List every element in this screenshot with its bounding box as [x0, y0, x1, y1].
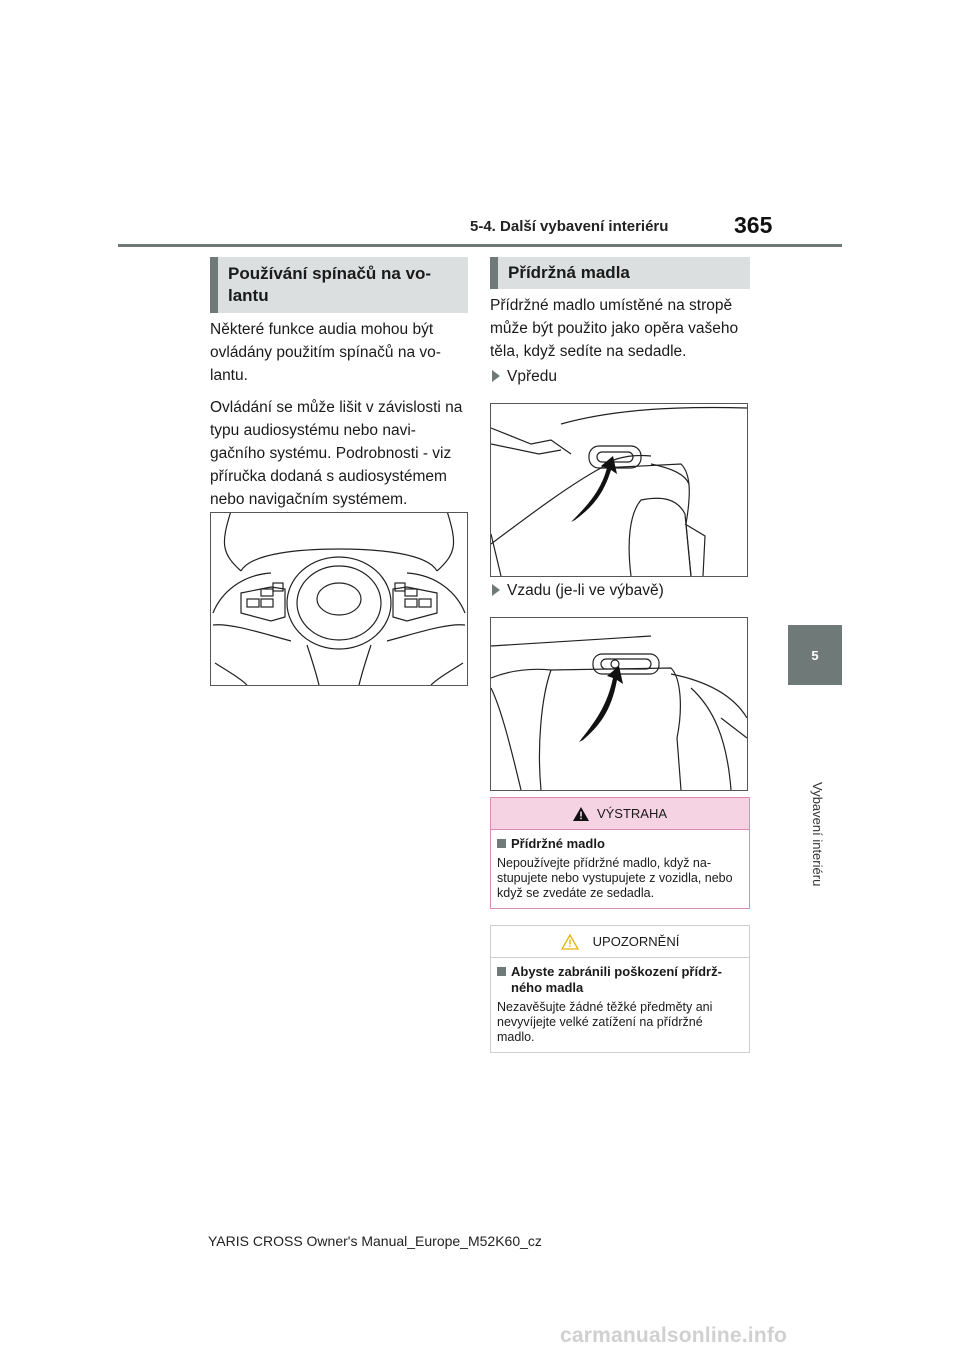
- warning-header: [491, 798, 749, 830]
- chapter-side-label: Vybavení interiéru: [810, 782, 825, 887]
- left-paragraph-2: Ovládání se může lišit v závislosti na typu audiosystému nebo navi-gačního systému. Podrobnosti - viz příručka dodaná s audiosystémem nebo navigačním systémem.: [210, 399, 463, 508]
- section-heading-assist-grips: Přídržná madla: [490, 257, 750, 289]
- chapter-tab-number: 5: [811, 647, 819, 663]
- caution-triangle-outline-icon: [561, 934, 579, 950]
- bullet-front-label: Vpředu: [507, 368, 557, 385]
- steering-wheel-illustration: [211, 513, 467, 685]
- notice-box: [490, 925, 750, 1053]
- rear-grip-illustration: [491, 618, 747, 790]
- left-text-block: [210, 318, 468, 511]
- warning-text: Nepoužívejte přídržné madlo, když na-stupujete nebo vystupujete z vozidla, nebo když se zvedáte ze sedadla.: [497, 856, 733, 900]
- notice-title: Abyste zabránili poškození přídrž-ného madla: [497, 964, 743, 996]
- chapter-tab: [788, 625, 842, 685]
- triangle-bullet-icon: [492, 584, 500, 596]
- notice-text: Nezavěšujte žádné těžké předměty ani nevyvíjejte velké zatížení na přídržné madlo.: [497, 1000, 713, 1044]
- warning-triangle-icon: [573, 807, 589, 821]
- right-text-block: [490, 294, 750, 363]
- page-number: 365: [734, 212, 773, 238]
- notice-header: [491, 926, 749, 958]
- footer-text: YARIS CROSS Owner's Manual_Europe_M52K60_cz: [208, 1233, 542, 1249]
- warning-label: VÝSTRAHA: [596, 806, 668, 821]
- section-heading-steering-switches: Používání spínačů na vo- lantu: [210, 257, 468, 313]
- running-header: 5-4. Další vybavení interiéru: [470, 218, 669, 235]
- steering-wheel-figure: [210, 512, 468, 686]
- square-bullet-icon: [497, 967, 506, 976]
- warning-box: [490, 797, 750, 909]
- left-paragraph-1: Některé funkce audia mohou být ovládány použitím spínačů na vo-lantu.: [210, 321, 441, 384]
- watermark: carmanualsonline.info: [560, 1324, 788, 1347]
- front-grip-figure: [490, 403, 748, 577]
- warning-title: Přídržné madlo: [497, 836, 743, 852]
- triangle-bullet-icon: [492, 370, 500, 382]
- notice-label: UPOZORNĚNÍ: [592, 934, 680, 949]
- bullet-rear: [492, 582, 664, 600]
- front-grip-illustration: [491, 404, 747, 576]
- header-rule: [118, 244, 842, 247]
- rear-grip-figure: [490, 617, 748, 791]
- right-paragraph-1: Přídržné madlo umístěné na stropě může být použito jako opěra vašeho těla, když sedíte na sedadle.: [490, 297, 739, 360]
- bullet-rear-label: Vzadu (je-li ve výbavě): [507, 582, 664, 599]
- bullet-front: [492, 368, 557, 386]
- square-bullet-icon: [497, 839, 506, 848]
